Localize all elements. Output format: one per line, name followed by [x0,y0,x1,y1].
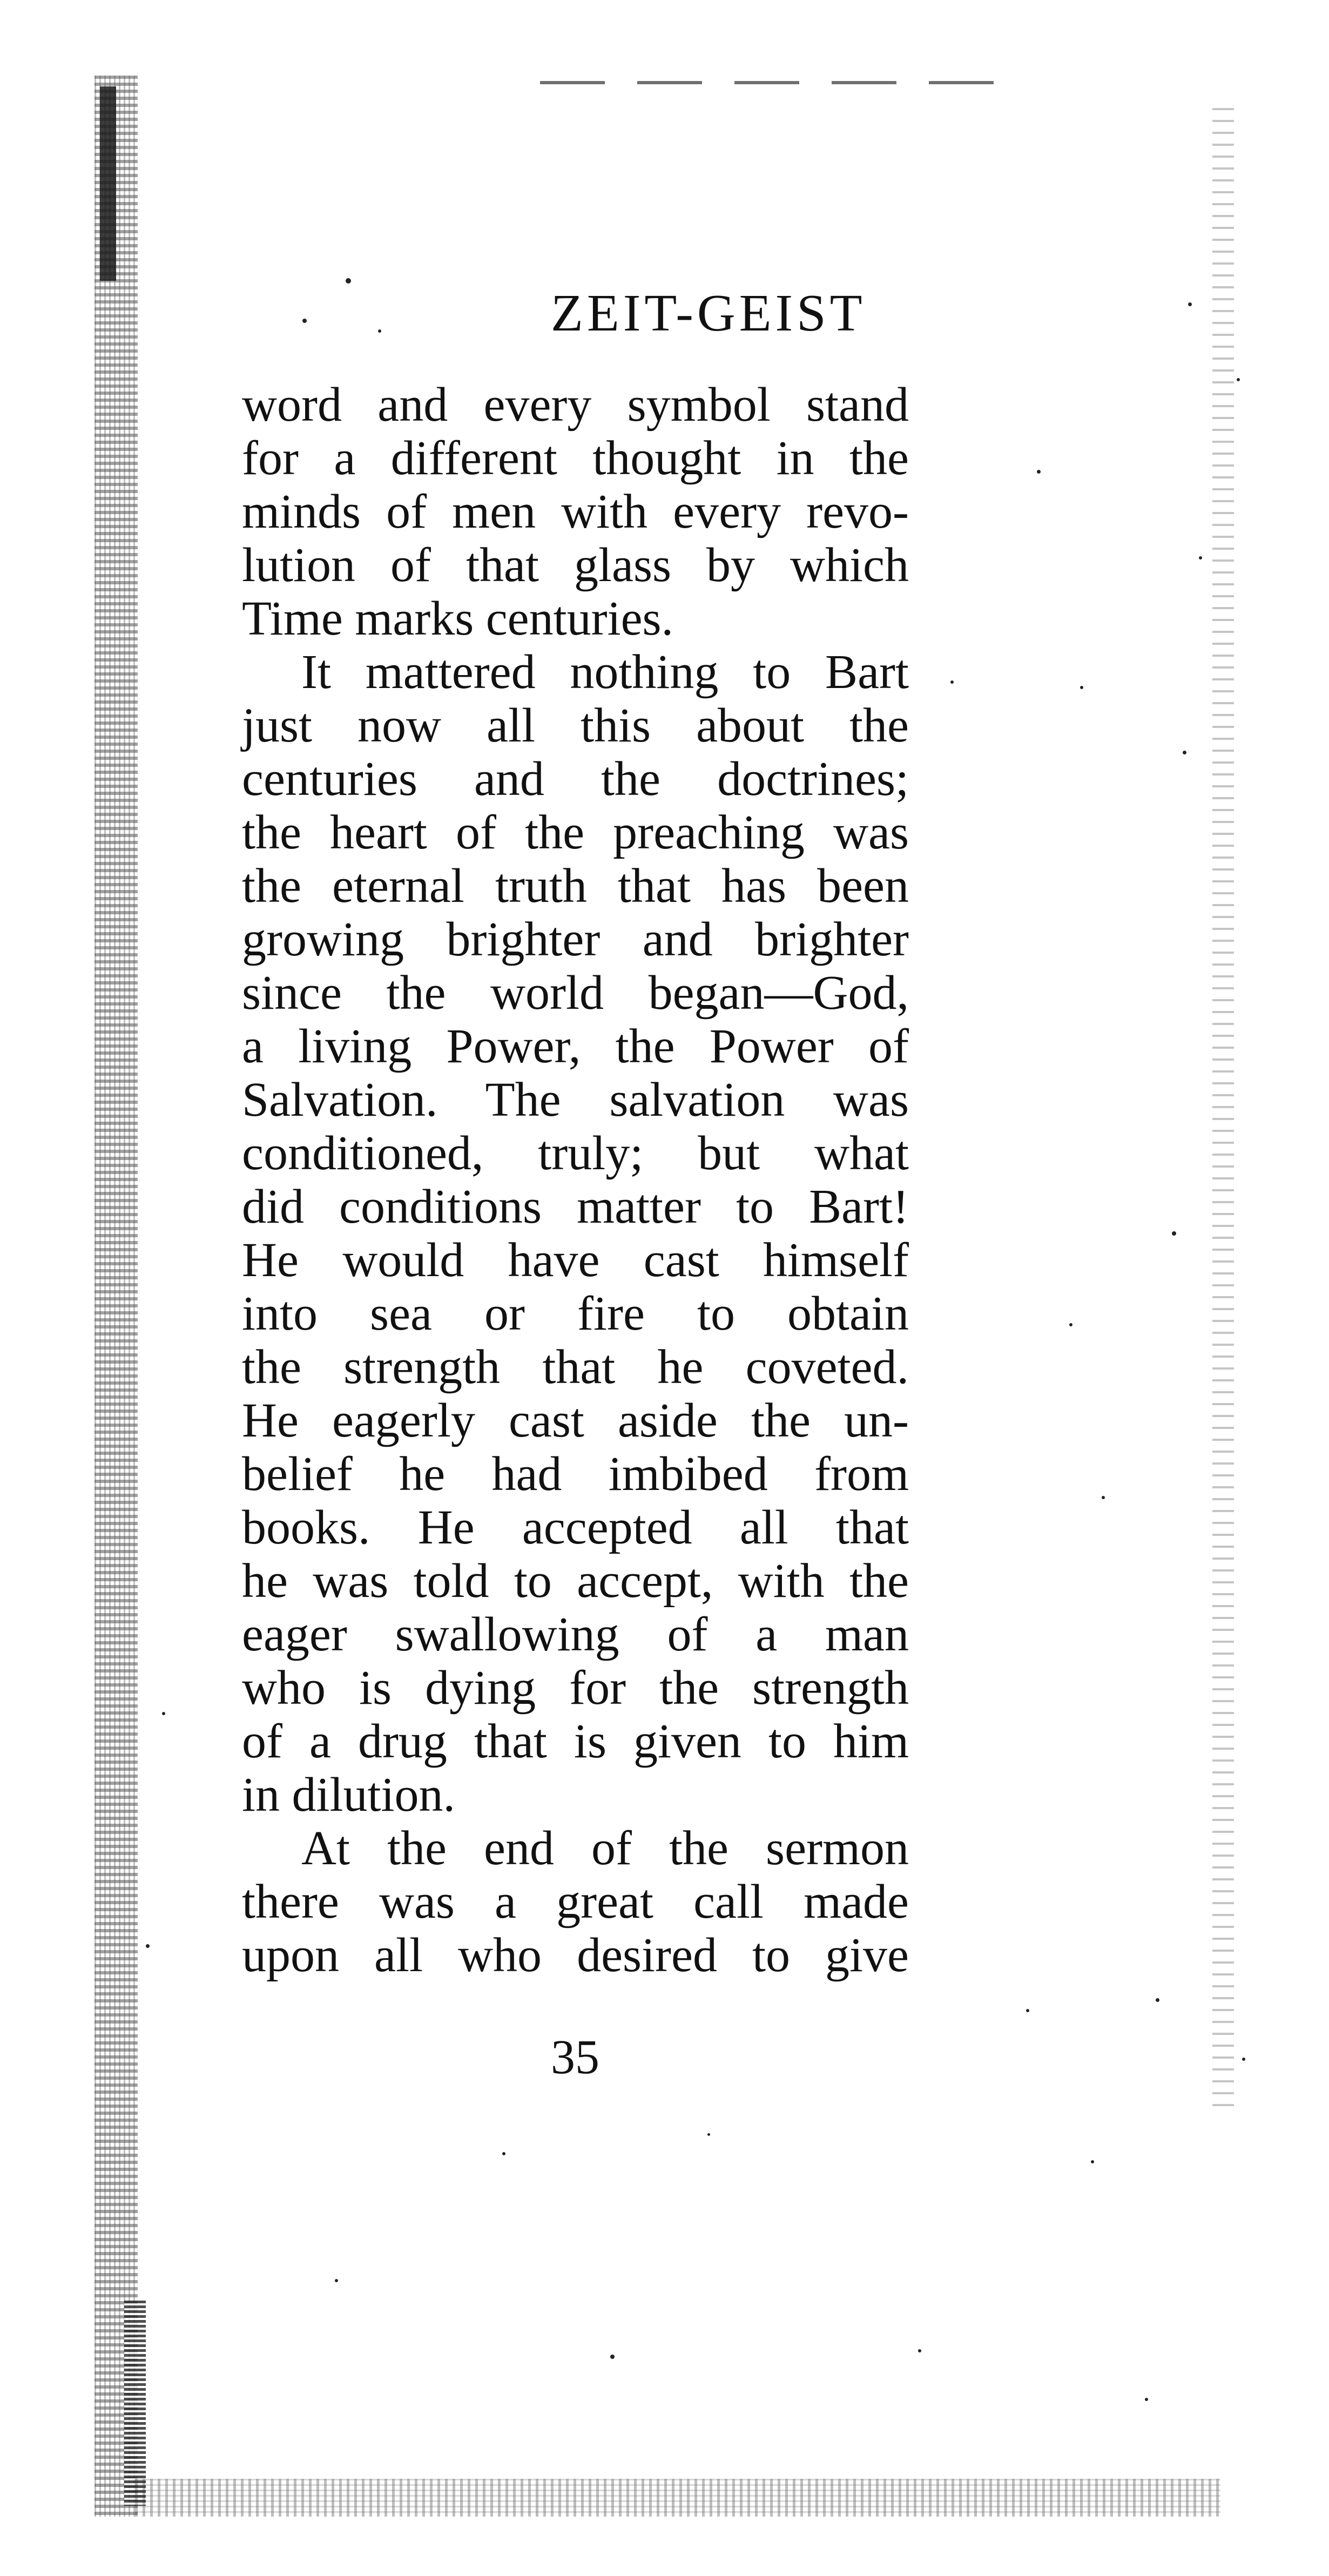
text-line: conditioned, truly; but what [242,1127,909,1180]
text-line: he was told to accept, with the [242,1554,909,1608]
scan-speck [1237,378,1240,381]
scan-edge-left [95,76,138,2517]
text-line: It mattered nothing to Bart [301,645,909,699]
text-line: just now all this about the [242,699,909,752]
text-line: eager swallowing of a man [242,1608,909,1661]
scan-speck [1156,1998,1159,2002]
scan-edge-right [1212,108,1234,2106]
text-line: At the end of the sermon [301,1822,909,1875]
scan-speck [302,319,307,323]
text-line: Salvation. The salvation was [242,1073,909,1127]
scan-speck [918,2349,921,2352]
body-text [242,378,909,1982]
text-line: of a drug that is given to him [242,1715,909,1768]
text-line: the strength that he coveted. [242,1340,909,1394]
scan-speck [1188,302,1192,306]
text-line: minds of men with every revo- [242,485,909,538]
text-line: the eternal truth that has been [242,859,909,913]
text-line: there was a great call made [242,1875,909,1928]
scan-speck [162,1712,165,1715]
scan-speck [335,2279,338,2282]
text-line: the heart of the preaching was [242,806,909,859]
scan-speck [346,278,351,284]
text-line: did conditions matter to Bart! [242,1180,909,1233]
scan-speck [707,2133,710,2136]
scan-speck [1172,1231,1176,1236]
text-line: growing brighter and brighter [242,913,909,966]
text-line: since the world began—God, [242,966,909,1020]
scan-speck [1069,1323,1072,1326]
scan-speck [1242,2058,1245,2061]
scan-speck [1183,751,1186,754]
scan-speck [610,2355,615,2359]
scan-speck [146,1944,150,1948]
text-line: into sea or fire to obtain [242,1287,909,1340]
scan-speck [1026,2009,1029,2012]
text-line: He would have cast himself [242,1233,909,1287]
text-line: centuries and the doctrines; [242,752,909,806]
scan-speck [950,680,954,684]
text-line: word and every symbol stand [242,378,909,431]
scan-speck [1080,686,1083,689]
running-head: ZEIT-GEIST [551,284,866,342]
scan-edge-left-shadow-bottom [124,2301,146,2506]
text-line: books. He accepted all that [242,1501,909,1554]
text-line: in dilution. [242,1768,456,1822]
text-line: a living Power, the Power of [242,1020,909,1073]
page-number: 35 [551,2031,599,2084]
text-line: He eagerly cast aside the un- [242,1394,909,1447]
text-line: lution of that glass by which [242,538,909,592]
text-line: upon all who desired to give [242,1928,909,1982]
scan-speck [378,329,381,333]
text-line: belief he had imbibed from [242,1447,909,1501]
scan-edge-left-shadow [100,86,116,281]
text-line: who is dying for the strength [242,1661,909,1715]
scan-edge-top [540,81,1026,84]
scan-speck [502,2152,505,2155]
scan-edge-bottom [135,2479,1220,2517]
scan-speck [1199,556,1202,559]
text-line: for a different thought in the [242,431,909,485]
scan-speck [1091,2160,1094,2163]
text-line: Time marks centuries. [242,592,674,645]
scan-speck [1102,1496,1105,1499]
scan-speck [1037,470,1041,474]
scan-speck [1145,2398,1148,2401]
